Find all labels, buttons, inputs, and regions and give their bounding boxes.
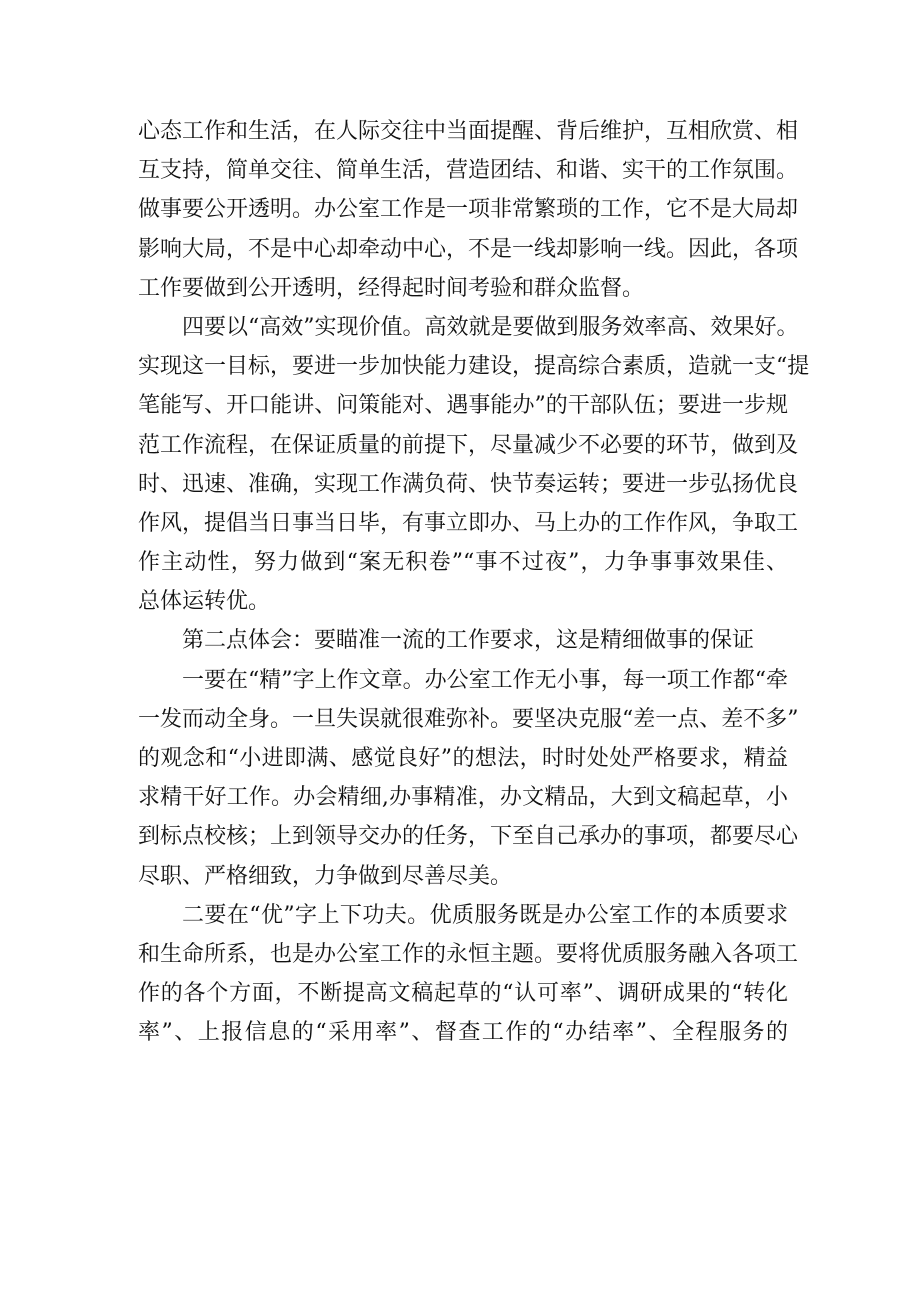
paragraph-4	[138, 661, 799, 896]
text-line: 率”、上报信息的“采用率”、督查工作的“办结率”、全程服务的	[138, 1020, 788, 1046]
paragraph-5	[138, 896, 799, 1053]
document-page	[138, 112, 810, 1053]
text-line: 求精干好工作。办会精细,办事精准，办文精品，大到文稿起草，小	[138, 785, 788, 811]
text-line: 心态工作和生活，在人际交往中当面提醒、背后维护，互相欣赏、相	[138, 119, 799, 144]
text-line: 作风，提倡当日事当日毕，有事立即办、马上办的工作作风，争取工	[138, 510, 799, 536]
text-line: 和生命所系，也是办公室工作的永恒主题。要将优质服务融入各项工	[138, 941, 799, 967]
text-line: 笔能写、开口能讲、问策能对、遇事能办”的干部队伍；要进一步规	[138, 393, 788, 419]
text-line: 做事要公开透明。办公室工作是一项非常繁琐的工作，它不是大局却	[138, 197, 799, 223]
text-line: 互支持，简单交往、简单生活，营造团结、和谐、实干的工作氛围。	[138, 158, 799, 184]
text-line: 一要在“精”字上作文章。办公室工作无小事，每一项工作都“牵	[182, 667, 788, 693]
heading-line: 第二点体会：要瞄准一流的工作要求，这是精细做事的保证	[182, 628, 755, 654]
text-line: 实现这一目标，要进一步加快能力建设，提高综合素质，造就一支“提	[138, 354, 810, 380]
section-heading	[138, 621, 788, 660]
text-line: 的观念和“小进即满、感觉良好”的想法，时时处处严格要求，精益	[138, 746, 788, 771]
text-line: 四要以“高效”实现价值。高效就是要做到服务效率高、效果好。	[182, 314, 799, 340]
paragraph-2	[138, 308, 810, 622]
text-line: 影响大局，不是中心却牵动中心，不是一线却影响一线。因此，各项	[138, 236, 799, 262]
paragraph-1	[138, 112, 799, 308]
text-line: 工作要做到公开透明，经得起时间考验和群众监督。	[138, 275, 645, 301]
text-line: 到标点校核；上到领导交办的任务，下至自己承办的事项，都要尽心	[138, 824, 799, 850]
text-line: 时、迅速、准确，实现工作满负荷、快节奏运转；要进一步弘扬优良	[138, 471, 799, 497]
text-line: 范工作流程，在保证质量的前提下，尽量减少不必要的环节，做到及	[138, 432, 799, 458]
text-line: 二要在“优”字上下功夫。优质服务既是办公室工作的本质要求	[182, 902, 788, 928]
text-line: 尽职、严格细致，力争做到尽善尽美。	[138, 863, 513, 889]
text-line: 一发而动全身。一旦失误就很难弥补。要坚决克服“差一点、差不多”	[138, 706, 799, 732]
text-line: 作的各个方面，不断提高文稿起草的“认可率”、调研成果的“转化	[138, 981, 788, 1007]
text-line: 总体运转优。	[138, 589, 271, 615]
text-line: 作主动性，努力做到“案无积卷”“事不过夜”，力争事事效果佳、	[138, 550, 788, 576]
